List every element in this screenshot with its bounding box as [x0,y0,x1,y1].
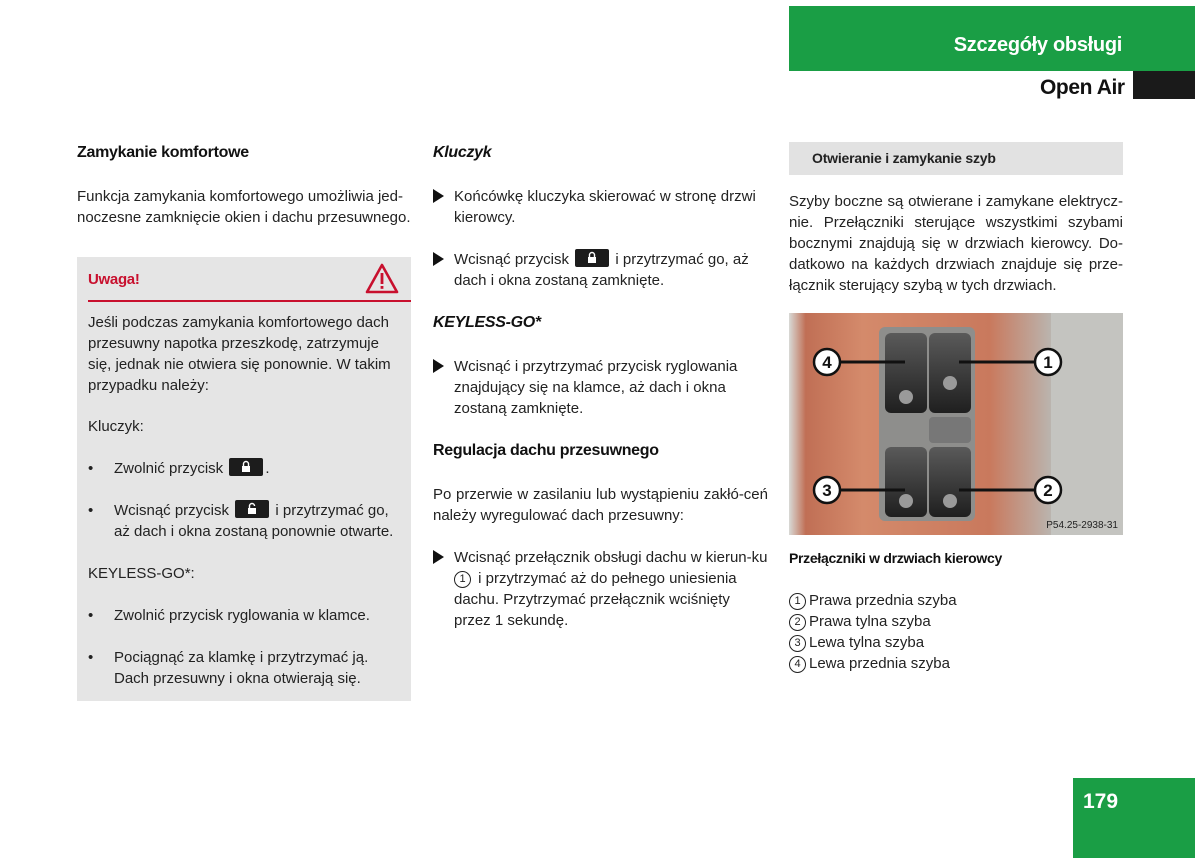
windows-heading: Otwieranie i zamykanie szyb [812,150,996,166]
chapter-title: Open Air [1040,76,1125,99]
legend-item-4: 4 Lewa przednia szyba [789,653,1123,674]
step-4-text: Wcisnąć przełącznik obsługi dachu w kierun-ku [454,549,768,566]
callout-2 [1035,477,1061,503]
chapter-marker-bar [1133,71,1195,99]
step-arrow-icon [433,550,444,564]
step-4 [433,547,769,631]
svg-text:3: 3 [822,481,832,500]
step-2 [433,249,769,291]
intro-paragraph [77,186,411,228]
heading-roof-adjust: Regulacja dachu przesuwnego [433,442,659,459]
step-4-end: i przytrzymać aż do pełnego uniesienia dachu. Przytrzymać przełącznik wciśnięty przez 1 sekundę. [454,570,737,629]
callout-ref-1: 1 [454,571,471,588]
legend-item-2: 2 Prawa tylna szyba [789,611,1123,632]
unlock-key-icon [235,500,269,518]
bullet-1-text: Zwolnić przycisk [114,460,224,477]
step-3 [433,356,769,419]
warning-divider [88,300,411,302]
photo-code: P54.25-2938-31 [1046,520,1118,531]
heading-comfort-closing: Zamykanie komfortowe [77,144,249,161]
warning-keyless-label: KEYLESS-GO*: [88,565,195,582]
lock-key-icon [229,458,263,476]
bullet-2-end: i przytrzymać go, aż dach i okna zostaną ponownie otwarte. [114,502,394,540]
step-arrow-icon [433,252,444,266]
bullet-4-text: Pociągnąć za klamkę i przytrzymać ją. Dach przesuwny i okna otwierają się. [114,649,369,687]
lock-key-icon [575,249,609,267]
windows-text: Szyby boczne są otwierane i zamykane elektrycz-nie. Przełączniki sterujące wszystkimi szybami bocznymi znajdują się w drzwiach kierowcy. Do-datkowo na każdych drzwiach znajduje się prze-łącznik sterujący szybą w tych drzwiach. [789,193,1123,294]
step-1-text: Końcówkę kluczyka skierować w stronę drzwi kierowcy. [454,188,756,226]
step-3-text: Wcisnąć i przytrzymać przycisk ryglowania znajdujący się na klamce, aż dach i okna zostaną zamknięte. [454,358,738,417]
callout-1 [1035,349,1061,375]
step-2-end: i przytrzymać go, aż dach i okna zostaną zamknięte. [454,251,749,289]
warning-bullet-3: • Zwolnić przycisk ryglowania w klamce. [88,607,370,624]
step-2-text: Wcisnąć przycisk [454,251,570,268]
warning-bullet-4: • Pociągnąć za klamkę i przytrzymać ją. Dach przesuwny i okna otwierają się. [88,647,406,689]
legend-item-1: 1 Prawa przednia szyba [789,590,1123,611]
intro-line-1: Funkcja zamykania komfortowego umożliwia jed- [77,188,403,205]
roof-text: Po przerwie w zasilaniu lub wystąpieniu zakłó-ceń należy wyregulować dach przesuwny: [433,486,768,524]
warning-key-label: Kluczyk: [88,418,144,435]
door-switch-photo [789,313,1123,535]
svg-text:1: 1 [1043,353,1053,372]
warning-text: Jeśli podczas zamykania komfortowego dach przesuwny napotka przeszkodę, zatrzymuje się, jednak nie otwiera się ponownie. W takim przypadku należy: [88,314,391,394]
step-arrow-icon [433,189,444,203]
switch-legend [789,590,1123,674]
heading-keyless-go: KEYLESS-GO* [433,314,541,331]
legend-item-3: 3 Lewa tylna szyba [789,632,1123,653]
bullet-1-end: . [265,460,270,477]
warning-label: Uwaga! [88,271,140,288]
intro-line-2: noczesne zamknięcie okien i dachu przesuwnego. [77,209,411,226]
bullet-3-text: Zwolnić przycisk ryglowania w klamce. [114,607,370,624]
warning-bullet-1: • Zwolnić przycisk . [88,460,270,477]
callout-3 [814,477,840,503]
warning-bullet-2: • Wcisnąć przycisk i przytrzymać go, aż dach i okna zostaną ponownie otwarte. [88,502,394,540]
heading-key: Kluczyk [433,144,492,161]
step-arrow-icon [433,359,444,373]
svg-text:4: 4 [822,353,832,372]
page-number: 179 [1083,790,1119,813]
warning-triangle-icon [365,263,399,294]
callout-4 [814,349,840,375]
section-title: Szczegóły obsługi [953,34,1122,56]
bullet-2-text: Wcisnąć przycisk [114,502,230,519]
photo-caption: Przełączniki w drzwiach kierowcy [789,550,1002,566]
svg-text:2: 2 [1043,481,1053,500]
step-1 [433,186,769,228]
